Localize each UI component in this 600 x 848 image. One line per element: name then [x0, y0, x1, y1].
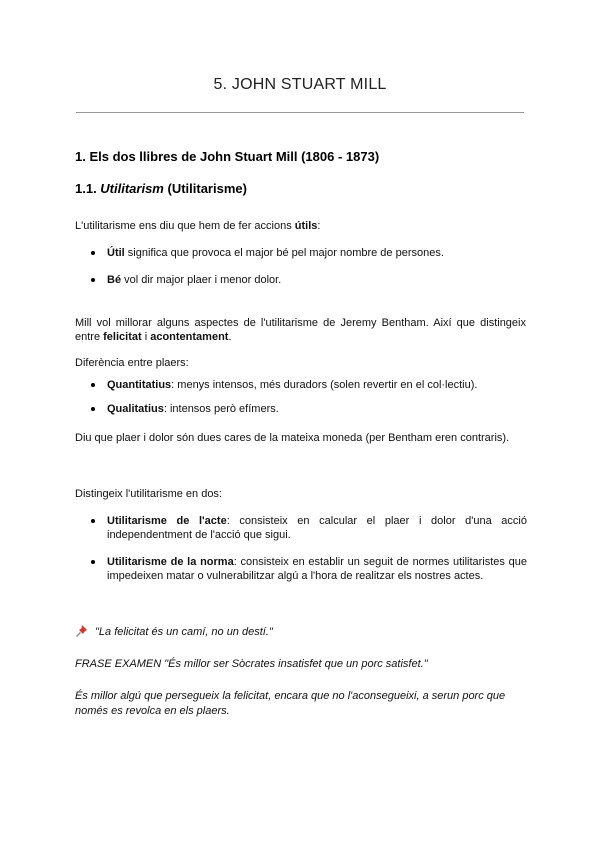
section-heading-1: 1. Els dos llibres de John Stuart Mill (1806 - 1873)	[75, 149, 380, 164]
mill-paragraph: Mill vol millorar alguns aspectes de l'utilitarisme de Jeremy Bentham. Així que distingeix entre felicitat i acontentament.	[75, 317, 526, 343]
bullet-icon	[91, 560, 95, 564]
pleasures-label: Diferència entre plaers:	[75, 357, 189, 369]
heading-number: 1.1.	[75, 181, 101, 196]
bullet-icon	[91, 519, 95, 523]
bullet-icon	[91, 383, 95, 387]
bullet-icon	[91, 278, 95, 282]
document-title: 5. JOHN STUART MILL	[213, 76, 387, 93]
bullet-icon	[91, 251, 95, 255]
exam-phrase: FRASE EXAMEN "És millor ser Sòcrates insatisfet que un porc satisfet."	[75, 658, 428, 670]
useful-actions-term: útils	[294, 220, 318, 232]
bullet-icon	[91, 407, 95, 411]
title-divider	[76, 112, 524, 113]
document-page: 5. JOHN STUART MILL 1. Els dos llibres de John Stuart Mill (1806 - 1873) 1.1. Utilitarism (Utilitarisme) L'utilitarisme ens diu que hem de fer accions útils: Útil significa que provoca el major bé pel major nombre de persones. Bé vol dir major plaer i menor dolor. Mill vol millorar alguns aspectes de l'utilitarisme de Jeremy Bentham. Així que distingeix entre felicitat i acontentament. Diferència entre plaers: Quantitatius: menys intensos, més duradors (solen revertir en el col·lectiu). Qualitatius: intensos però efímers. Diu que plaer i dolor són dues cares de la mateixa moneda (per Bentham eren contraris). Distingeix l'utilitarisme en dos: Utilitarisme de l'acte: consisteix en calcular el plaer i dolor d'una acció independentment de l'acció que sigui. Utilitarisme de la norma: consisteix en establir un seguit de normes utilitaristes que impedeixen matar o vulnerabilitzar algú a l'hora de realitzar els nostres actes. "La felicitat és un camí, no un destí." FRASE EXAMEN "És millor ser Sòcrates insatisfet que un porc satisfet." És millor algú que persegueix la felicitat, encara que no l'aconsegueixi, a serun porc que només es revolca en els plaers.	[0, 0, 600, 848]
quote-line	[75, 624, 526, 639]
heading-book-title: Utilitarism	[100, 181, 164, 196]
quote-text: "La felicitat és un camí, no un destí."	[95, 626, 273, 638]
section-heading-1-1	[75, 181, 247, 196]
pushpin-icon	[75, 624, 89, 638]
intro-paragraph: L'utilitarisme ens diu que hem de fer accions útils:	[75, 220, 321, 232]
closing-paragraph: És millor algú que persegueix la felicitat, encara que no l'aconsegueixi, a serun porc que només es revolca en els plaers.	[75, 690, 506, 717]
distinction-paragraph: Distingeix l'utilitarisme en dos:	[75, 488, 222, 500]
coin-paragraph: Diu que plaer i dolor són dues cares de la mateixa moneda (per Bentham eren contraris).	[75, 432, 510, 444]
heading-translation: (Utilitarisme)	[163, 181, 247, 196]
